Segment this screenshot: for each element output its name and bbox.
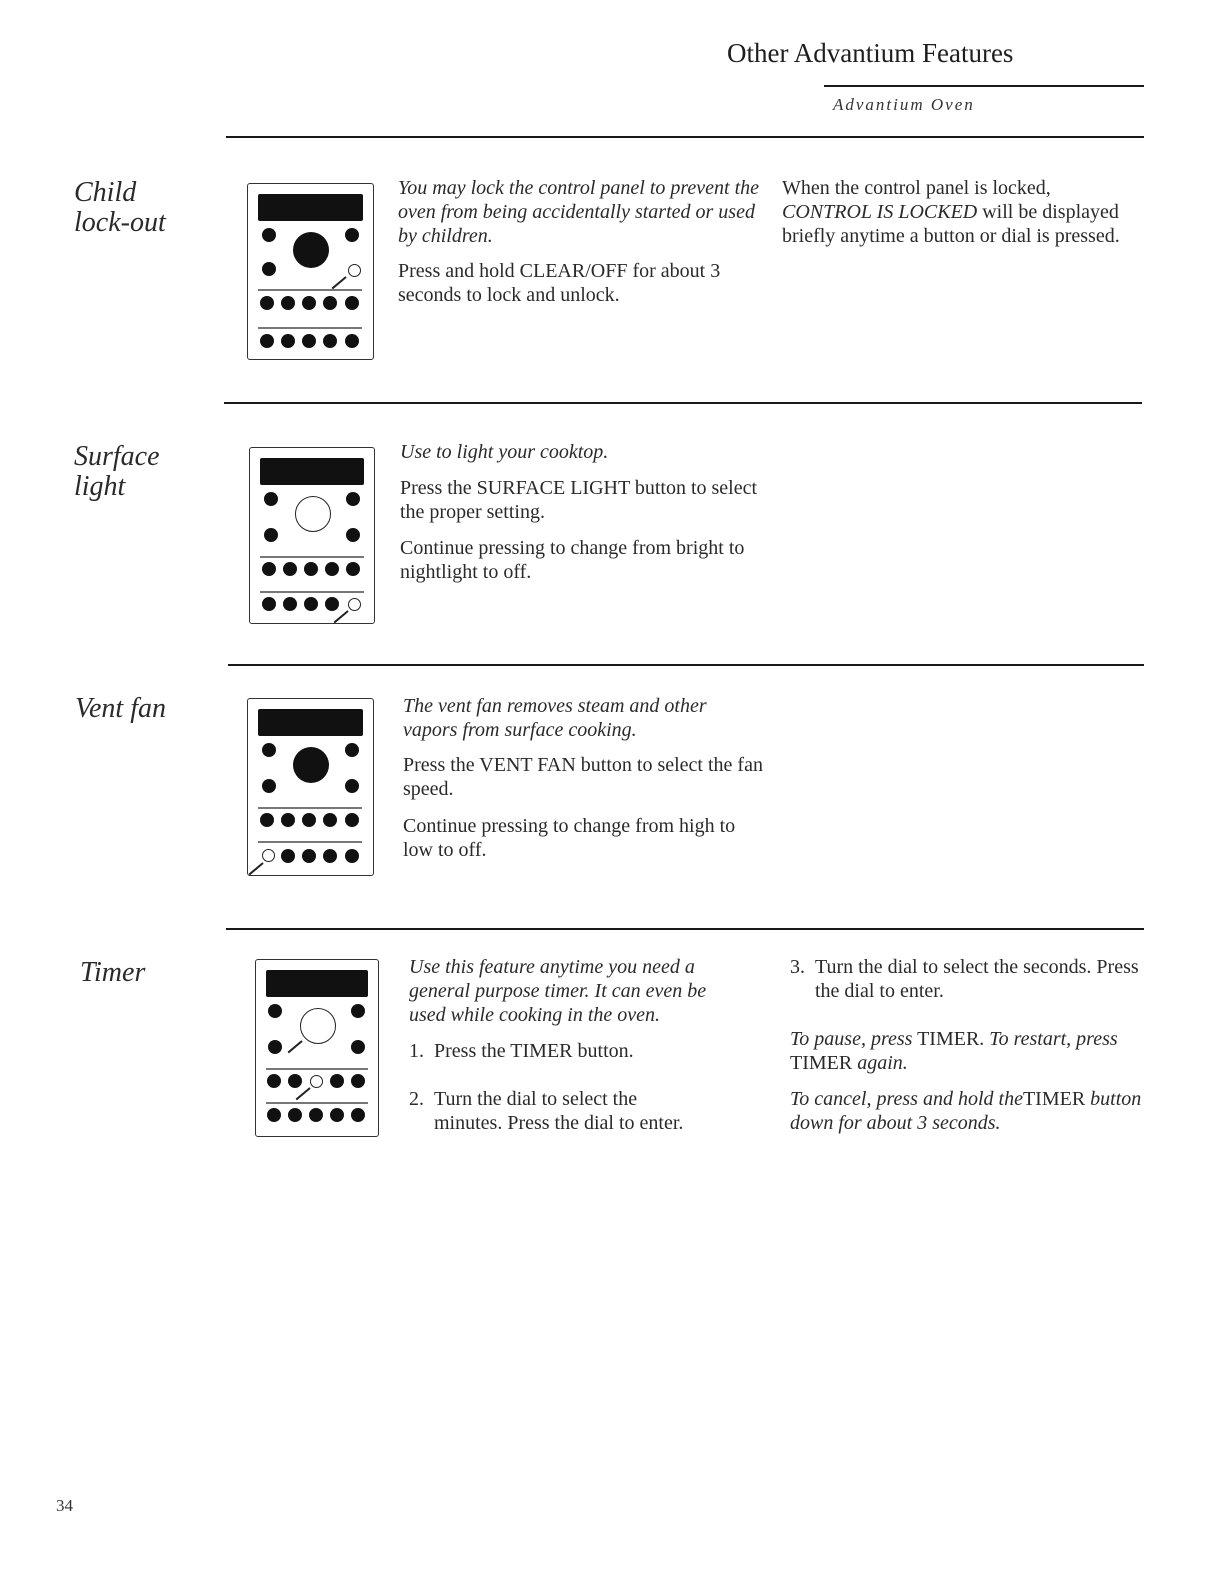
vent-fan-button-icon: [262, 849, 275, 862]
section-title-vent-fan: Vent fan: [75, 693, 166, 724]
button-icon: [268, 1040, 282, 1054]
dial-icon: [295, 496, 331, 532]
label-strip: [266, 1102, 368, 1104]
button-icon: [281, 849, 295, 863]
section-title-surface-light: [74, 442, 160, 502]
button-icon: [264, 528, 278, 542]
step-number: 3.: [790, 956, 805, 978]
button-icon: [288, 1074, 302, 1088]
button-icon: [345, 228, 359, 242]
button-icon: [262, 779, 276, 793]
surface-light-button-icon: [348, 598, 361, 611]
button-icon: [260, 296, 274, 310]
button-icon: [281, 813, 295, 827]
step-text: Turn the dial to select the minutes. Press the dial to enter.: [434, 1088, 684, 1134]
step-2: [409, 1087, 699, 1135]
button-icon: [323, 849, 337, 863]
section-divider: [224, 402, 1142, 404]
button-icon: [345, 849, 359, 863]
note-text: again.: [857, 1052, 908, 1074]
cancel-note: [790, 1087, 1145, 1135]
pointer-arrow-icon: [332, 276, 347, 289]
intro-text: The vent fan removes steam and other vapors from surface cooking.: [403, 695, 707, 741]
pointer-arrow-icon: [288, 1040, 303, 1053]
section-divider: [226, 136, 1144, 138]
label-strip: [258, 289, 362, 291]
button-icon: [268, 1004, 282, 1018]
button-icon: [262, 562, 276, 576]
step-text: Press the TIMER button.: [434, 1040, 634, 1062]
label-strip: [266, 1068, 368, 1070]
section-divider: [226, 928, 1144, 930]
button-icon: [302, 296, 316, 310]
locked-message: CONTROL IS LOCKED: [782, 201, 978, 223]
button-icon: [281, 334, 295, 348]
button-icon: [346, 562, 360, 576]
clear-off-button-icon: [348, 264, 361, 277]
button-icon: [262, 597, 276, 611]
instruction-text: Press the VENT FAN button to select the fan speed.: [403, 754, 763, 800]
button-icon: [351, 1108, 365, 1122]
button-icon: [323, 296, 337, 310]
title-line: Surface: [74, 441, 160, 472]
step-1: [409, 1039, 749, 1063]
button-icon: [345, 813, 359, 827]
dial-icon: [300, 1008, 336, 1044]
timer-button-icon: [310, 1075, 323, 1088]
button-icon: [302, 849, 316, 863]
label-strip: [260, 591, 364, 593]
button-icon: [260, 813, 274, 827]
control-panel-illustration: [247, 183, 374, 360]
button-icon: [283, 597, 297, 611]
label-strip: [258, 841, 362, 843]
button-icon: [345, 334, 359, 348]
note-text: button down for about 3 seconds.: [790, 1088, 1142, 1134]
step-number: 2.: [409, 1088, 424, 1110]
button-icon: [323, 813, 337, 827]
note-text: When the control panel is locked,: [782, 177, 1051, 199]
note-text: To cancel, press and hold the: [790, 1088, 1023, 1110]
pointer-arrow-icon: [296, 1087, 311, 1100]
title-line: light: [74, 471, 126, 502]
section-divider: [228, 664, 1144, 666]
button-icon: [330, 1108, 344, 1122]
button-icon: [267, 1108, 281, 1122]
timer-keyword: TIMER: [790, 1052, 853, 1074]
page-subtitle: Advantium Oven: [833, 95, 975, 114]
instruction-text: Continue pressing to change from bright to nightlight to off.: [400, 537, 745, 583]
title-line: lock-out: [74, 207, 166, 238]
button-icon: [309, 1108, 323, 1122]
button-icon: [288, 1108, 302, 1122]
instruction-text: Continue pressing to change from high to low to off.: [403, 815, 736, 861]
note-text: will be displayed briefly anytime a button or dial is pressed.: [782, 201, 1120, 247]
pause-note: [790, 1027, 1145, 1075]
pointer-arrow-icon: [334, 610, 349, 623]
title-line: Child: [74, 177, 137, 208]
button-icon: [262, 743, 276, 757]
timer-keyword: TIMER.: [917, 1028, 985, 1050]
instruction-text: Press and hold CLEAR/OFF for about 3 seconds to lock and unlock.: [398, 260, 721, 306]
button-icon: [351, 1040, 365, 1054]
header-rule: [824, 85, 1144, 87]
control-panel-illustration: [247, 698, 374, 876]
button-icon: [346, 492, 360, 506]
button-icon: [304, 597, 318, 611]
page-number: 34: [56, 1496, 73, 1515]
button-icon: [325, 597, 339, 611]
button-icon: [264, 492, 278, 506]
instruction-text: Press the SURFACE LIGHT button to select the proper setting.: [400, 477, 758, 523]
display-screen: [258, 709, 363, 736]
dial-icon: [293, 232, 329, 268]
intro-text: Use to light your cooktop.: [400, 441, 609, 463]
button-icon: [345, 296, 359, 310]
page-title: Other Advantium Features: [727, 38, 1014, 68]
button-icon: [262, 228, 276, 242]
timer-keyword: TIMER: [1022, 1088, 1086, 1110]
label-strip: [258, 807, 362, 809]
button-icon: [302, 813, 316, 827]
button-icon: [262, 262, 276, 276]
button-icon: [325, 562, 339, 576]
intro-text: Use this feature anytime you need a general purpose timer. It can even be used while cooking in the oven.: [409, 956, 707, 1026]
control-panel-illustration: [249, 447, 375, 624]
step-text: Turn the dial to select the seconds. Press the dial to enter.: [815, 956, 1139, 1002]
section-title-child-lockout: [74, 178, 166, 238]
display-screen: [260, 458, 364, 485]
dial-icon: [293, 747, 329, 783]
button-icon: [302, 334, 316, 348]
intro-text: You may lock the control panel to prevent the oven from being accidentally started or used by children.: [398, 177, 760, 247]
button-icon: [260, 334, 274, 348]
button-icon: [281, 296, 295, 310]
control-panel-illustration: [255, 959, 379, 1137]
locked-note: [782, 176, 1127, 248]
button-icon: [351, 1004, 365, 1018]
button-icon: [267, 1074, 281, 1088]
display-screen: [266, 970, 368, 997]
button-icon: [345, 779, 359, 793]
step-3: [790, 955, 1150, 1003]
pointer-arrow-icon: [249, 862, 264, 875]
button-icon: [283, 562, 297, 576]
button-icon: [323, 334, 337, 348]
label-strip: [260, 556, 364, 558]
step-number: 1.: [409, 1040, 424, 1062]
note-text: To pause, press: [790, 1028, 913, 1050]
button-icon: [351, 1074, 365, 1088]
button-icon: [330, 1074, 344, 1088]
display-screen: [258, 194, 363, 221]
note-text: To restart, press: [989, 1028, 1118, 1050]
label-strip: [258, 327, 362, 329]
section-title-timer: Timer: [80, 957, 146, 988]
button-icon: [346, 528, 360, 542]
button-icon: [304, 562, 318, 576]
button-icon: [345, 743, 359, 757]
